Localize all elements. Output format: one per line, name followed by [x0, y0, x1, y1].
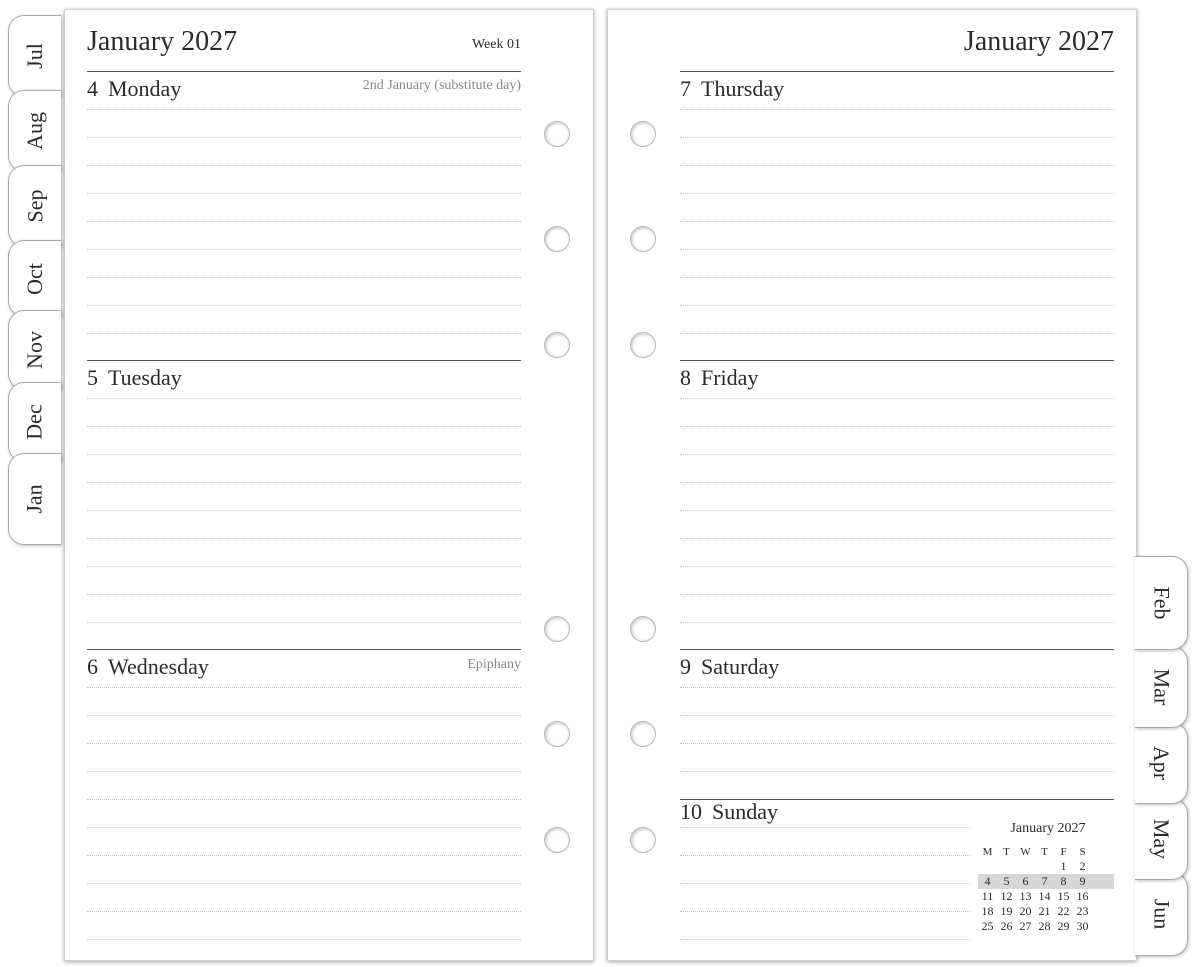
tab-label: Dec [21, 404, 47, 440]
writing-line[interactable] [87, 137, 521, 138]
mini-calendar [978, 821, 1114, 934]
writing-line[interactable] [680, 221, 1114, 222]
mini-calendar-date: 7 [1041, 874, 1048, 888]
binder-hole [630, 121, 656, 147]
mini-calendar-date: 8 [1060, 874, 1067, 888]
mini-calendar-date: 22 [1057, 904, 1070, 918]
mini-calendar-date: 29 [1057, 919, 1070, 933]
writing-line[interactable] [87, 687, 521, 688]
tab-feb[interactable] [1135, 556, 1188, 650]
tab-jun[interactable] [1135, 872, 1188, 956]
mini-calendar-date: 23 [1076, 904, 1089, 918]
writing-line[interactable] [680, 827, 970, 828]
tab-oct[interactable] [8, 240, 61, 317]
mini-calendar-date: 27 [1019, 919, 1032, 933]
writing-line[interactable] [680, 454, 1114, 455]
tab-label: Jan [21, 484, 47, 514]
writing-line[interactable] [680, 594, 1114, 595]
writing-line[interactable] [87, 482, 521, 483]
binder-hole [544, 332, 570, 358]
mini-calendar-date: 4 [984, 874, 991, 888]
day-header-friday [680, 365, 758, 391]
tab-label: Oct [21, 262, 47, 295]
writing-line[interactable] [87, 333, 521, 334]
day-name: Wednesday [108, 654, 209, 679]
tab-label: Nov [21, 331, 47, 369]
writing-line[interactable] [87, 426, 521, 427]
mini-calendar-weekday-row [978, 844, 1114, 859]
writing-line[interactable] [680, 109, 1114, 110]
writing-line[interactable] [87, 855, 521, 856]
day-number: 7 [680, 76, 691, 101]
tab-label: Feb [1149, 586, 1174, 620]
mini-calendar-date: 30 [1076, 919, 1089, 933]
writing-line[interactable] [680, 771, 1114, 772]
writing-line[interactable] [87, 566, 521, 567]
day-name: Thursday [701, 76, 785, 101]
day-name: Friday [701, 365, 759, 390]
writing-line[interactable] [87, 883, 521, 884]
day-header-monday [87, 76, 181, 102]
day-divider [680, 360, 1114, 361]
writing-line[interactable] [680, 855, 970, 856]
binder-hole [544, 226, 570, 252]
weekday-header: F [1060, 845, 1067, 858]
mini-calendar-date: 15 [1057, 889, 1070, 903]
writing-line[interactable] [680, 249, 1114, 250]
day-number: 8 [680, 365, 691, 390]
writing-line[interactable] [680, 687, 1114, 688]
mini-calendar-date: 21 [1038, 904, 1051, 918]
writing-line[interactable] [680, 911, 970, 912]
mini-calendar-date: 18 [981, 904, 994, 918]
writing-line[interactable] [87, 911, 521, 912]
day-header-sunday [680, 799, 778, 825]
day-divider [87, 649, 521, 650]
writing-line[interactable] [680, 305, 1114, 306]
mini-calendar-date: 9 [1079, 874, 1086, 888]
writing-line[interactable] [680, 277, 1114, 278]
tab-nov[interactable] [8, 310, 61, 390]
day-header-tuesday [87, 365, 182, 391]
tab-apr[interactable] [1135, 722, 1188, 804]
day-header-saturday [680, 654, 779, 680]
mini-calendar-title: January 2027 [1010, 821, 1086, 836]
mini-calendar-date: 2 [1079, 859, 1086, 873]
left-page [64, 9, 594, 961]
day-divider [680, 649, 1114, 650]
header-rule [87, 71, 521, 72]
writing-line[interactable] [87, 454, 521, 455]
tab-jan[interactable] [8, 453, 61, 545]
tab-label: Aug [21, 112, 47, 150]
day-number: 4 [87, 76, 98, 101]
day-number: 10 [680, 799, 702, 824]
writing-line[interactable] [87, 622, 521, 623]
writing-line[interactable] [680, 622, 1114, 623]
tab-mar[interactable] [1135, 646, 1188, 728]
writing-line[interactable] [87, 594, 521, 595]
writing-line[interactable] [87, 305, 521, 306]
weekday-header: T [1041, 845, 1048, 858]
writing-line[interactable] [87, 249, 521, 250]
tab-sep[interactable] [8, 165, 61, 247]
day-header-thursday [680, 76, 784, 102]
writing-line[interactable] [680, 510, 1114, 511]
right-page [607, 9, 1137, 961]
tab-dec[interactable] [8, 382, 61, 462]
writing-line[interactable] [87, 538, 521, 539]
mini-calendar-date: 19 [1000, 904, 1013, 918]
month-title: January 2027 [963, 26, 1114, 57]
writing-line[interactable] [680, 566, 1114, 567]
writing-line[interactable] [680, 165, 1114, 166]
mini-calendar-week-row [978, 859, 1114, 874]
mini-calendar-week-row [978, 919, 1114, 934]
month-title: January 2027 [87, 26, 238, 57]
binder-hole [544, 721, 570, 747]
day-number: 9 [680, 654, 691, 679]
day-divider [87, 360, 521, 361]
writing-line[interactable] [87, 109, 521, 110]
mini-calendar-week-row [978, 889, 1114, 904]
writing-line[interactable] [680, 883, 970, 884]
mini-calendar-date: 28 [1038, 919, 1051, 933]
weekday-header: M [982, 845, 993, 858]
mini-calendar-week-row [978, 904, 1114, 919]
writing-line[interactable] [680, 398, 1114, 399]
mini-calendar-date: 11 [981, 889, 994, 903]
weekday-header: W [1020, 845, 1031, 858]
tab-may[interactable] [1135, 798, 1188, 880]
binder-hole [544, 827, 570, 853]
binder-hole [630, 332, 656, 358]
writing-line[interactable] [87, 165, 521, 166]
tab-jul[interactable] [8, 15, 61, 97]
writing-line[interactable] [680, 743, 1114, 744]
writing-line[interactable] [680, 193, 1114, 194]
mini-calendar-date: 5 [1003, 874, 1010, 888]
writing-line[interactable] [87, 398, 521, 399]
writing-line[interactable] [87, 221, 521, 222]
tab-label: Sep [22, 189, 47, 223]
tab-label: Mar [1149, 668, 1174, 706]
mini-calendar-date: 14 [1038, 889, 1051, 903]
binder-hole [630, 616, 656, 642]
tab-label: Jul [22, 43, 47, 69]
writing-line[interactable] [680, 538, 1114, 539]
tab-label: Apr [1149, 745, 1174, 781]
day-name: Saturday [701, 654, 780, 679]
header-rule [680, 71, 1114, 72]
mini-calendar-date: 25 [981, 919, 994, 933]
writing-line[interactable] [680, 137, 1114, 138]
mini-calendar-date: 13 [1019, 889, 1032, 903]
day-name: Sunday [712, 799, 778, 824]
week-label: Week 01 [471, 37, 521, 52]
writing-line[interactable] [680, 333, 1114, 334]
tab-aug[interactable] [8, 90, 61, 172]
writing-line[interactable] [87, 939, 521, 940]
mini-calendar-date: 1 [1060, 859, 1067, 873]
mini-calendar-date: 26 [1000, 919, 1013, 933]
mini-calendar-date: 12 [1000, 889, 1013, 903]
holiday-note: Epiphany [467, 657, 521, 672]
binder-hole [630, 226, 656, 252]
tab-label: May [1148, 818, 1174, 860]
writing-line[interactable] [680, 715, 1114, 716]
writing-line[interactable] [87, 827, 521, 828]
writing-line[interactable] [87, 510, 521, 511]
binder-hole [630, 827, 656, 853]
writing-line[interactable] [87, 799, 521, 800]
writing-line[interactable] [87, 771, 521, 772]
binder-hole [544, 121, 570, 147]
writing-line[interactable] [87, 193, 521, 194]
weekday-header: S [1079, 845, 1086, 858]
mini-calendar-date: 20 [1019, 904, 1032, 918]
writing-line[interactable] [87, 743, 521, 744]
writing-line[interactable] [680, 939, 970, 940]
weekday-header: T [1003, 845, 1010, 858]
holiday-note: 2nd January (substitute day) [362, 78, 521, 93]
day-number: 6 [87, 654, 98, 679]
writing-line[interactable] [87, 277, 521, 278]
binder-hole [630, 721, 656, 747]
writing-line[interactable] [87, 715, 521, 716]
binder-hole [544, 616, 570, 642]
writing-line[interactable] [680, 426, 1114, 427]
tab-label: Jun [1149, 898, 1174, 930]
day-name: Monday [108, 76, 182, 101]
mini-calendar-date: 6 [1022, 874, 1029, 888]
day-name: Tuesday [108, 365, 182, 390]
day-header-wednesday [87, 654, 209, 680]
mini-calendar-current-week-row [978, 874, 1114, 889]
writing-line[interactable] [680, 482, 1114, 483]
mini-calendar-date: 16 [1076, 889, 1089, 903]
day-number: 5 [87, 365, 98, 390]
